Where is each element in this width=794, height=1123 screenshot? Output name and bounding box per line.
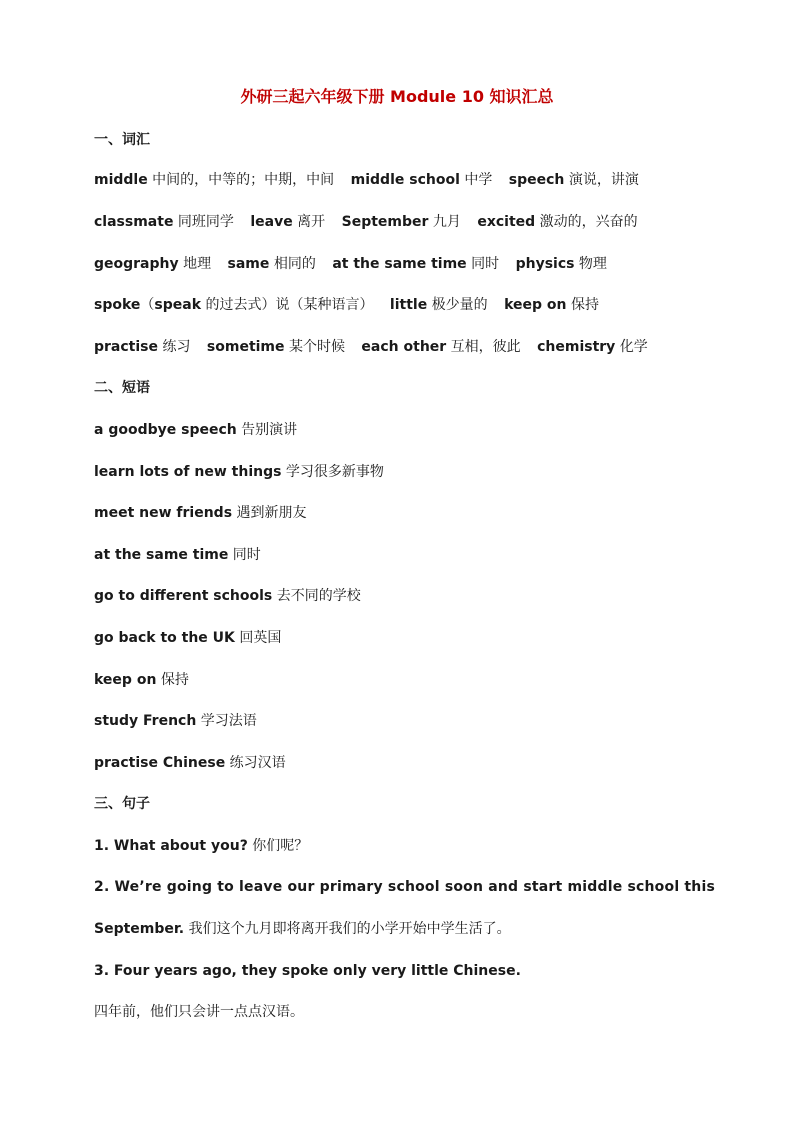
vocab-en: speak <box>154 297 202 313</box>
phrase-zh: 练习汉语 <box>225 755 286 771</box>
sentence-en: September. <box>94 921 185 937</box>
section-heading-vocabulary: 一、词汇 <box>94 132 150 148</box>
vocab-line <box>94 212 714 232</box>
phrase-en: at the same time <box>94 547 229 563</box>
sentence-1 <box>94 836 714 856</box>
vocab-line <box>94 170 714 190</box>
phrase-item <box>94 420 714 440</box>
sentence-en: 1. What about you? <box>94 838 248 854</box>
phrase-en: a goodbye speech <box>94 422 237 438</box>
vocab-line <box>94 254 714 274</box>
phrase-item <box>94 628 714 648</box>
vocab-zh: 的过去式）说（某种语言） <box>201 297 374 313</box>
vocab-line <box>94 295 714 315</box>
phrase-item <box>94 753 714 773</box>
sentence-zh: 你们呢？ <box>247 838 309 854</box>
vocab-en: same <box>227 256 270 272</box>
vocab-en: spoke <box>94 297 141 313</box>
phrase-zh: 学习法语 <box>196 713 257 729</box>
phrase-en: learn lots of new things <box>94 464 282 480</box>
phrase-en: practise Chinese <box>94 755 226 771</box>
phrase-item <box>94 462 714 482</box>
phrase-zh: 告别演讲 <box>236 422 298 438</box>
sentence-3-en: 3. Four years ago, they spoke only very little Chinese. <box>94 963 521 979</box>
section-heading-sentences: 三、句子 <box>94 796 150 812</box>
vocab-zh: 物理 <box>574 256 607 272</box>
page-title: 外研三起六年级下册 Module 10 知识汇总 <box>240 87 554 106</box>
vocab-en: physics <box>515 256 575 272</box>
vocab-zh: 演说，讲演 <box>564 172 639 188</box>
vocab-en: sometime <box>206 339 285 355</box>
vocab-zh: 互相，彼此 <box>446 339 521 355</box>
phrase-en: go to different schools <box>94 588 273 604</box>
vocab-zh: 同班同学 <box>173 214 234 230</box>
vocab-zh: 化学 <box>615 339 648 355</box>
vocab-line <box>94 337 714 357</box>
vocab-zh: （ <box>140 297 155 313</box>
phrase-zh: 同时 <box>228 547 261 563</box>
phrase-item <box>94 711 714 731</box>
vocab-en: speech <box>508 172 565 188</box>
vocab-zh: 极少量的 <box>427 297 488 313</box>
vocab-en: excited <box>477 214 536 230</box>
vocab-en: geography <box>94 256 179 272</box>
phrase-zh: 回英国 <box>234 630 282 646</box>
sentence-3-zh: 四年前，他们只会讲一点点汉语。 <box>94 1004 304 1020</box>
vocab-en: little <box>389 297 428 313</box>
phrase-item <box>94 586 714 606</box>
vocab-zh: 中间的，中等的；中期，中间 <box>147 172 335 188</box>
vocab-en: at the same time <box>332 256 467 272</box>
vocab-en: September <box>341 214 429 230</box>
phrase-item <box>94 670 714 690</box>
vocab-en: classmate <box>94 214 174 230</box>
vocab-en: practise <box>94 339 158 355</box>
section-heading-phrases: 二、短语 <box>94 380 150 396</box>
vocab-zh: 中学 <box>459 172 493 188</box>
phrase-en: go back to the UK <box>94 630 235 646</box>
vocab-en: chemistry <box>537 339 616 355</box>
phrase-zh: 遇到新朋友 <box>232 505 307 521</box>
vocab-zh: 激动的，兴奋的 <box>535 214 638 230</box>
sentence-2-line-1: 2. We’re going to leave our primary school soon and start middle school this <box>94 879 715 895</box>
phrase-zh: 学习很多新事物 <box>281 464 384 480</box>
phrase-item <box>94 503 714 523</box>
vocab-zh: 练习 <box>158 339 191 355</box>
vocab-zh: 相同的 <box>269 256 316 272</box>
vocab-en: leave <box>250 214 293 230</box>
vocab-zh: 地理 <box>178 256 212 272</box>
phrase-en: study French <box>94 713 197 729</box>
vocab-en: middle <box>94 172 148 188</box>
phrase-zh: 去不同的学校 <box>272 588 361 604</box>
phrase-en: meet new friends <box>94 505 233 521</box>
sentence-zh: 我们这个九月即将离开我们的小学开始中学生活了。 <box>184 921 511 937</box>
phrase-item <box>94 545 714 565</box>
vocab-en: each other <box>361 339 447 355</box>
vocab-zh: 九月 <box>428 214 461 230</box>
vocab-zh: 某个时候 <box>284 339 345 355</box>
vocab-zh: 离开 <box>292 214 326 230</box>
vocab-en: keep on <box>504 297 567 313</box>
vocab-zh: 保持 <box>566 297 599 313</box>
phrase-zh: 保持 <box>156 672 189 688</box>
vocab-en: middle school <box>350 172 460 188</box>
sentence-2-line-2 <box>94 919 714 939</box>
vocab-zh: 同时 <box>466 256 500 272</box>
phrase-en: keep on <box>94 672 157 688</box>
